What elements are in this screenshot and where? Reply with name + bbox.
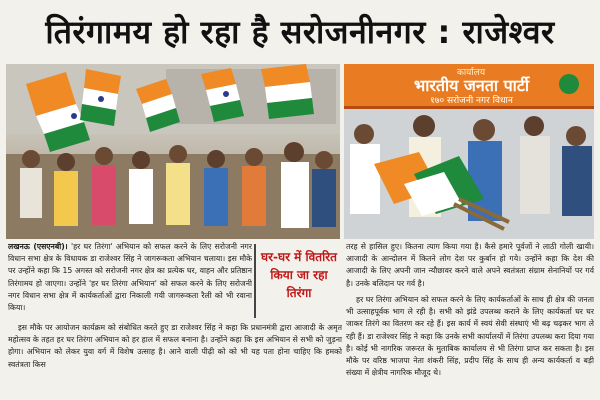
- article-paragraph-3: तरह से हासिल हुए। कितना त्याग किया गया है। कैसे हमारे पूर्वजों ने लाठी गोली खायी। आजादी के आन्दोलन में कितने लोग देश पर कुर्बान हो गये। उन्होंने कहा कि देश की आजादी के लिए अपनी जान न्यौछावर करने वाले अपने स्वतंत्रता संग्राम सेनानियों पर गर्व है। उनके बलिदान पर गर्व है।: [346, 242, 594, 288]
- pull-quote: घर-घर में वितरित किया जा रहा तिरंगा: [254, 244, 342, 318]
- paragraph-text: 'हर घर तिरंगा' अभियान को सफल करने के लिए सरोजनी नगर विधान सभा क्षेत्र के विधायक डा राजेश्वर सिंह ने जागरूकता अभियान चलाया। इस मौके पर उन्होंने कहा कि 15 अगस्त को सरोजनी नगर क्षेत्र का प्रत्येक घर, वाहन और प्रतिष्ठान तिरंगामय हो जाएगा। उन्होंने 'हर घर तिरंगा अभियान' को सफल करने के लिए सरोजनी नगर विधान सभा क्षेत्र में कार्यकर्ताओं द्वारा निकाली गयी जागरूकता रैली को भी रवाना किया।: [8, 242, 252, 313]
- rally-illustration: [6, 64, 340, 239]
- office-illustration: [344, 64, 594, 239]
- dateline: लखनऊ (एसएनबी)।: [8, 242, 68, 251]
- banner-title: भारतीय जनता पार्टी: [413, 76, 530, 95]
- article-paragraph-2: इस मौके पर आयोजन कार्यक्रम को संबोधित करते हुए डा राजेश्वर सिंह ने कहा कि प्रधानमंत्री द्वारा आजादी के अमृत महोत्सव के तहत हर घर तिरंगा अभियान को हर हाल में सफल बनाना है। उन्होंने कहा कि इस अभियान से सभी को जुड़ना होगा। अभियान को लेकर युवा वर्ग में विशेष उत्साह है। आने वाली पीढ़ी को को भी यह पता होना चाहिए कि हमको स्वतंत्रता किस: [8, 323, 342, 369]
- article-paragraph-1: [8, 241, 252, 325]
- article-paragraph-4: हर घर तिरंगा अभियान को सफल करने के लिए कार्यकर्ताओं के साथ ही क्षेत्र की जनता भी उत्साहपूर्वक भाग ले रही है। सभी को झंडे उपलब्ध कराने के लिए कार्यकर्ता घर घर जाकर तिरंगे का वितरण कर रहे हैं। इस कार्य में स्वयं सेवी संस्थाएं भी बढ़ चढ़कर भाग ले रही हैं। डा राजेश्वर सिंह ने कहा कि उनके सभी कार्यालयों में तिरंगा उपलब्ध करा दिया गया है। कोई भी नागरिक जरूरत के मुताबिक कार्यालय से भी तिरंगा प्राप्त कर सकता है। इस मौके पर वरिष्ठ भाजपा नेता शंकरी सिंह, प्रदीप सिंह के साथ ही अन्य कार्यकर्ता व बड़ी संख्या में क्षेत्रीय नागरिक मौजूद थे।: [346, 295, 594, 378]
- headline: तिरंगामय हो रहा है सरोजनीनगर : राजेश्वर: [45, 13, 555, 51]
- banner-line: १७० सरोजनी नगर विधान: [430, 96, 513, 106]
- office-photo: [344, 64, 594, 239]
- rally-photo: [6, 64, 340, 239]
- crowd: [6, 142, 340, 239]
- banner-subtitle: कार्यालय: [456, 68, 486, 78]
